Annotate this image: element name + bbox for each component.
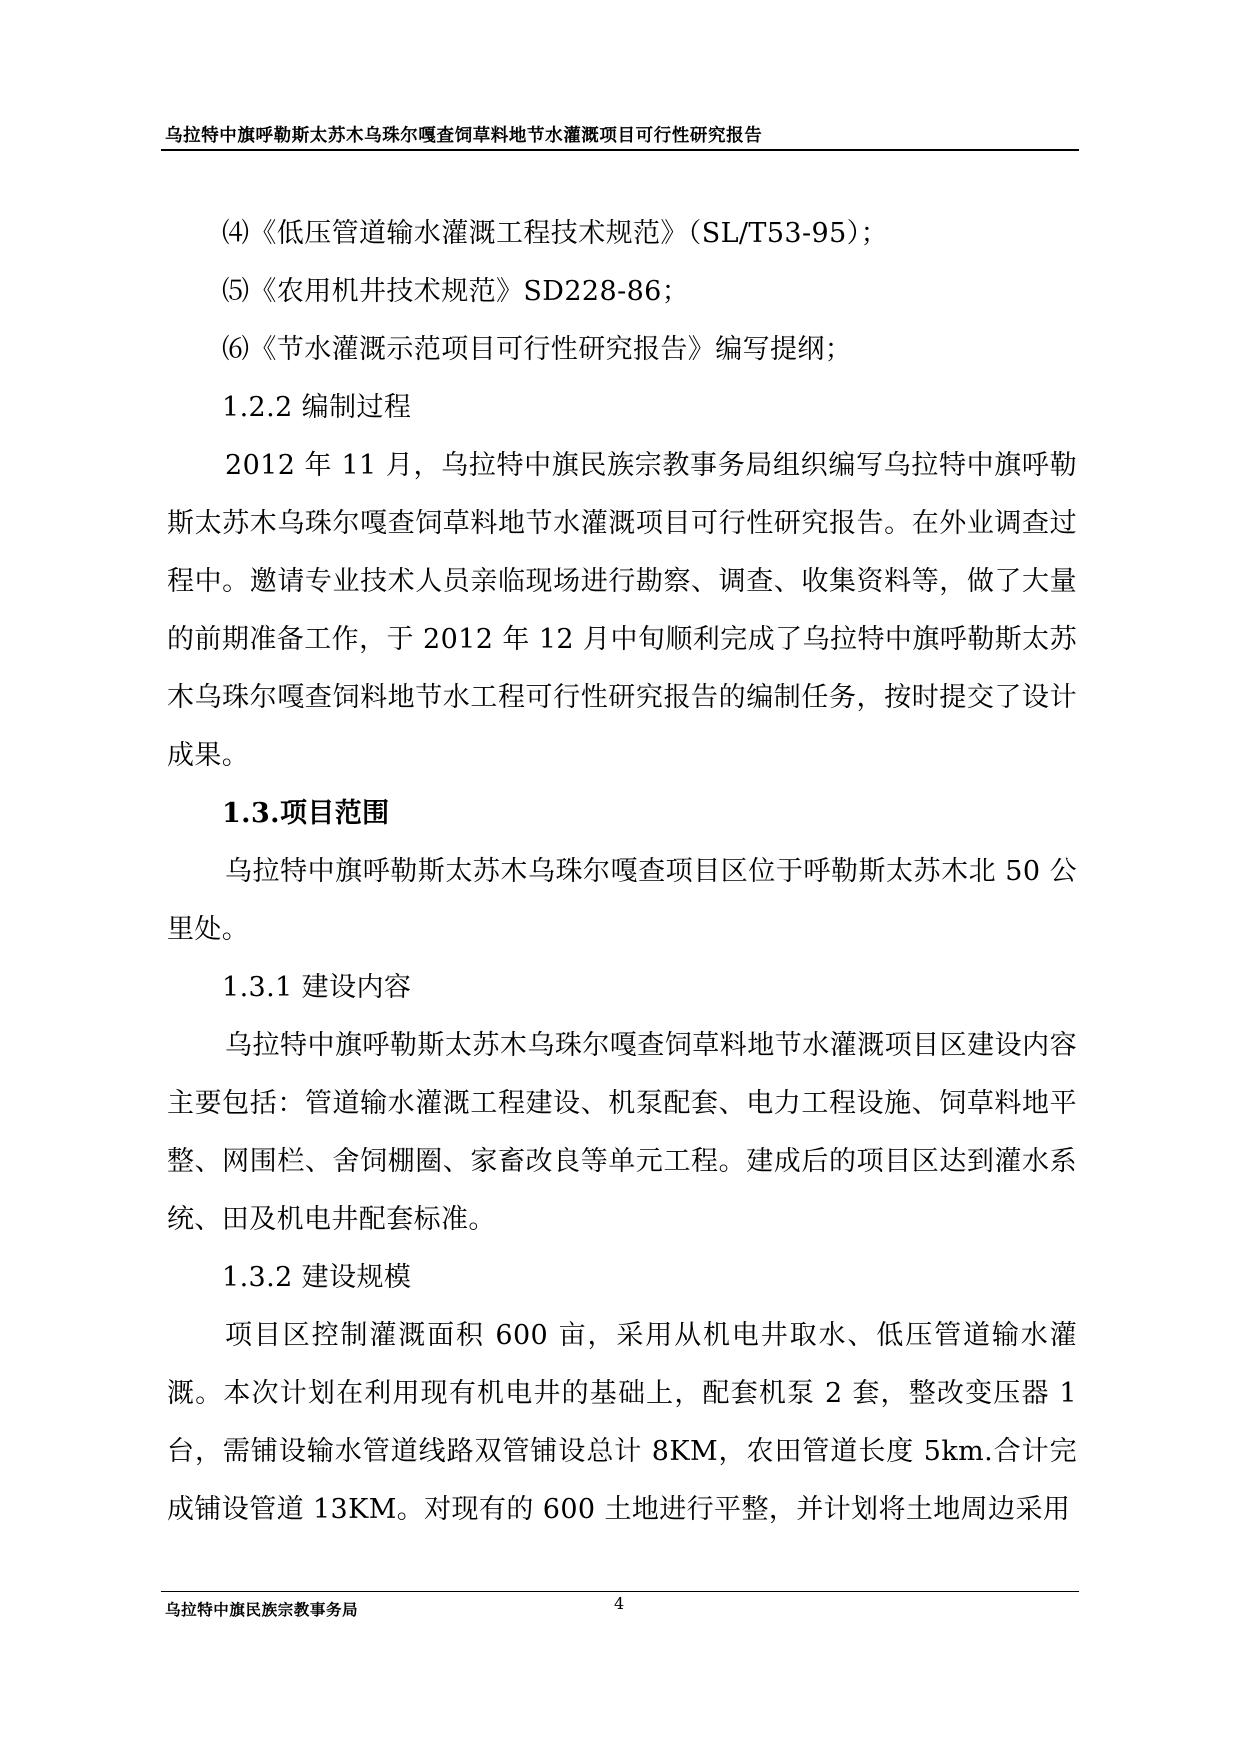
- reference-item-6: ⑹《节水灌溉示范项目可行性研究报告》编写提纲；: [222, 334, 853, 365]
- header-divider: [161, 149, 1079, 151]
- running-header-title: 乌拉特中旗呼勒斯太苏木乌珠尔嘎查饲草料地节水灌溉项目可行性研究报告: [165, 126, 763, 146]
- page-body: [167, 205, 1077, 1539]
- footer-divider: [161, 1591, 1079, 1592]
- subsection-heading-preparation-process: 1.2.2 编制过程: [222, 392, 412, 423]
- subsection-heading-construction-content: 1.3.1 建设内容: [222, 972, 412, 1003]
- paragraph-construction-content: 乌拉特中旗呼勒斯太苏木乌珠尔嘎查饲草料地节水灌溉项目区建设内容主要包括：管道输水灌溉工程建设、机泵配套、电力工程设施、饲草料地平整、网围栏、舍饲棚圈、家畜改良等单元工程。建成后的项目区达到灌水系统、田及机电井配套标准。: [167, 1030, 1077, 1235]
- subsection-heading-construction-scale: 1.3.2 建设规模: [222, 1262, 412, 1293]
- paragraph-project-scope: 乌拉特中旗呼勒斯太苏木乌珠尔嘎查项目区位于呼勒斯太苏木北 50 公里处。: [167, 856, 1077, 945]
- paragraph-construction-scale: 项目区控制灌溉面积 600 亩，采用从机电井取水、低压管道输水灌溉。本次计划在利用现有机电井的基础上，配套机泵 2 套，整改变压器 1 台，需铺设输水管道线路双管铺设总计 8KM，农田管道长度 5km.合计完成铺设管道 13KM。对现有的 600 土地进行平整，并计划将土地周边采用: [167, 1320, 1077, 1525]
- page-number: 4: [614, 1594, 625, 1613]
- reference-item-4: ⑷《低压管道输水灌溉工程技术规范》（SL/T53-95）；: [222, 218, 888, 249]
- paragraph-preparation-process: 2012 年 11 月，乌拉特中旗民族宗教事务局组织编写乌拉特中旗呼勒斯太苏木乌珠尔嘎查饲草料地节水灌溉项目可行性研究报告。在外业调查过程中。邀请专业技术人员亲临现场进行勘察、调查、收集资料等，做了大量的前期准备工作，于 2012 年 12 月中旬顺利完成了乌拉特中旗呼勒斯太苏木乌珠尔嘎查饲料地节水工程可行性研究报告的编制任务，按时提交了设计成果。: [167, 450, 1077, 771]
- reference-item-5: ⑸《农用机井技术规范》SD228-86；: [222, 276, 690, 307]
- section-heading-project-scope: 1.3.项目范围: [222, 798, 390, 829]
- footer-organization: 乌拉特中旗民族宗教事务局: [165, 1601, 359, 1619]
